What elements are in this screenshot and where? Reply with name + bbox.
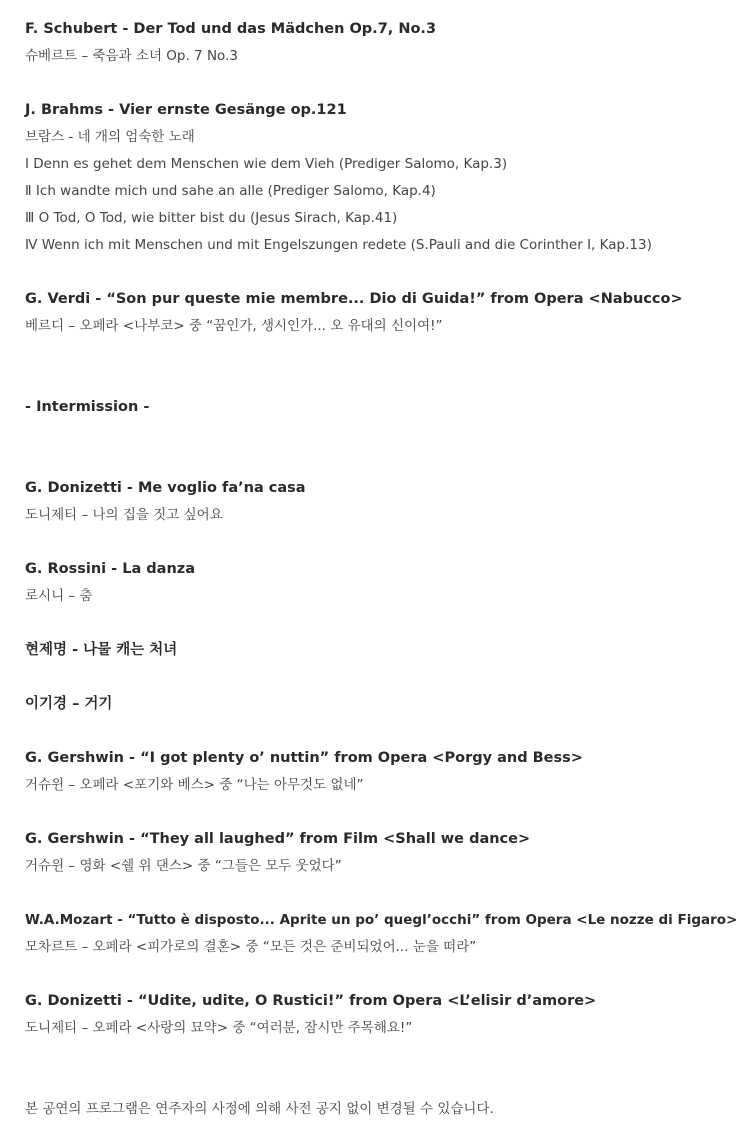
intermission-label: - Intermission -: [25, 399, 150, 415]
program-change-notice: 본 공연의 프로그램은 연주자의 사정에 의해 사전 공지 없이 변경될 수 있습니다.: [25, 1101, 494, 1117]
work-subtitle: 거슈윈 – 오페라 <포기와 베스> 중 “나는 아무것도 없네”: [25, 777, 364, 793]
work-subtitle: 베르디 – 오페라 <나부코> 중 “꿈인가, 생시인가... 오 유대의 신이여!”: [25, 318, 443, 334]
work-title: G. Donizetti - Me voglio fa’na casa: [25, 480, 306, 496]
work-title: G. Verdi - “Son pur queste mie membre... Dio di Guida!” from Opera <Nabucco>: [25, 291, 683, 307]
work-subtitle: 거슈윈 – 영화 <쉘 위 댄스> 중 “그들은 모두 웃었다”: [25, 858, 342, 874]
work-movement: Ⅰ Denn es gehet dem Menschen wie dem Vieh (Prediger Salomo, Kap.3): [25, 156, 508, 172]
work-title: G. Rossini - La danza: [25, 561, 196, 577]
work-title: 현제명 - 나물 캐는 처녀: [25, 642, 178, 658]
work-movement: Ⅳ Wenn ich mit Menschen und mit Engelszungen redete (S.Pauli and die Corinther Ⅰ, Kap.13): [25, 237, 652, 253]
work-subtitle: 도니제티 – 오페라 <사랑의 묘약> 중 “여러분, 잠시만 주목해요!”: [25, 1020, 413, 1036]
work-title: G. Donizetti - “Udite, udite, O Rustici!” from Opera <L’elisir d’amore>: [25, 993, 597, 1009]
work-movement: Ⅲ O Tod, O Tod, wie bitter bist du (Jesus Sirach, Kap.41): [25, 210, 398, 226]
work-subtitle: 도니제티 – 나의 집을 짓고 싶어요: [25, 507, 223, 523]
work-subtitle: 모차르트 – 오페라 <피가로의 결혼> 중 “모든 것은 준비되었어... 눈을 떠라”: [25, 939, 477, 955]
work-subtitle: 브람스 - 네 개의 엄숙한 노래: [25, 129, 195, 145]
work-title: G. Gershwin - “I got plenty o’ nuttin” from Opera <Porgy and Bess>: [25, 750, 583, 766]
work-movement: Ⅱ Ich wandte mich und sahe an alle (Prediger Salomo, Kap.4): [25, 183, 436, 199]
work-subtitle: 슈베르트 – 죽음과 소녀 Op. 7 No.3: [25, 48, 238, 64]
work-title: J. Brahms - Vier ernste Gesänge op.121: [25, 102, 347, 118]
work-title: G. Gershwin - “They all laughed” from Film <Shall we dance>: [25, 831, 531, 847]
work-title: W.A.Mozart - “Tutto è disposto... Aprite un po’ quegl’occhi” from Opera <Le nozze di Figaro>: [25, 912, 738, 928]
work-title: 이기경 – 거기: [25, 696, 113, 712]
work-title: F. Schubert - Der Tod und das Mädchen Op.7, No.3: [25, 21, 437, 37]
work-subtitle: 로시니 – 춤: [25, 588, 93, 604]
